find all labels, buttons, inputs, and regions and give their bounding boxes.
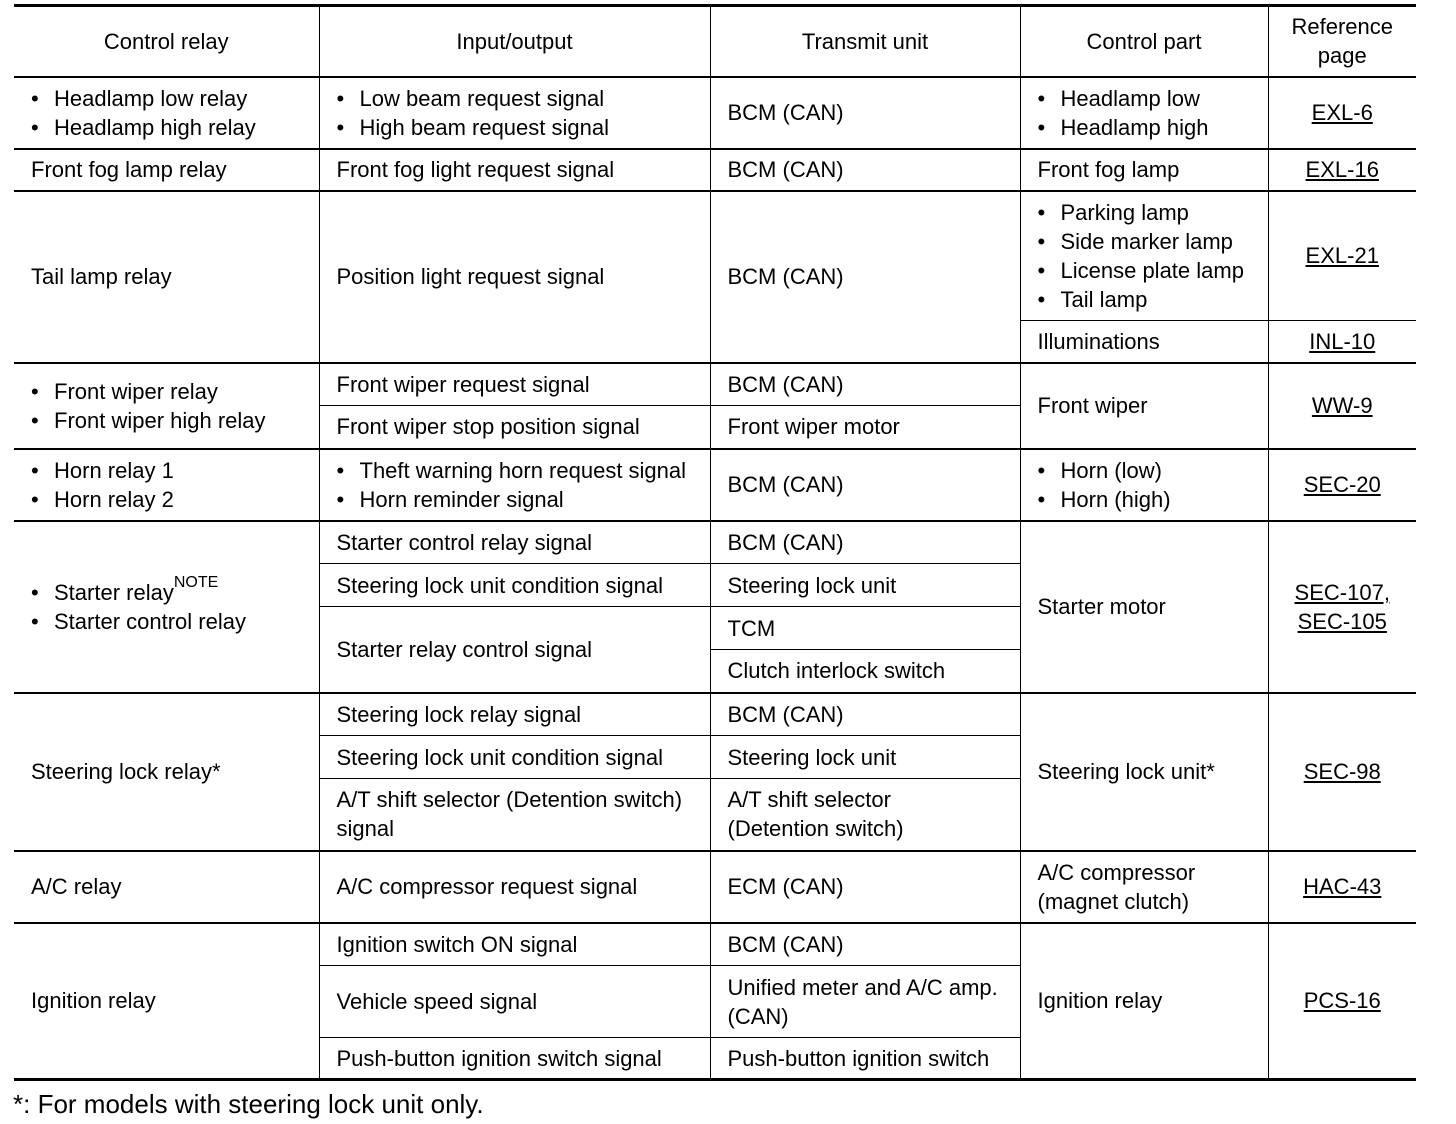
cell-control-relay — [14, 363, 319, 449]
cell-control-relay: Tail lamp relay — [14, 191, 319, 363]
cell-input-output: Position light request signal — [319, 191, 710, 363]
reference-link[interactable]: PCS-16 — [1303, 988, 1381, 1014]
cell-reference — [1268, 923, 1416, 1080]
cell-control-part: Ignition relay — [1020, 923, 1268, 1080]
cell-reference — [1268, 851, 1416, 923]
cell-control-part: Front wiper — [1020, 363, 1268, 449]
cell-control-part: A/C compressor (magnet clutch) — [1020, 851, 1268, 923]
cell-control-part: Front fog lamp — [1020, 149, 1268, 191]
cell-control-relay: A/C relay — [14, 851, 319, 923]
reference-link[interactable]: EXL-6 — [1311, 100, 1373, 125]
control-relay-table — [14, 4, 1416, 1081]
cell-transmit-unit: BCM (CAN) — [710, 363, 1020, 406]
cell-input-output: Steering lock unit condition signal — [319, 736, 710, 779]
list-item: • Side marker lamp — [1038, 227, 1268, 256]
list-item: • Horn relay 1 — [31, 456, 319, 485]
cell-reference — [1268, 321, 1416, 363]
cell-control-part: Steering lock unit* — [1020, 693, 1268, 851]
cell-transmit-unit: Unified meter and A/C amp. (CAN) — [710, 966, 1020, 1038]
table-row-tail — [14, 191, 1416, 321]
reference-link[interactable]: EXL-21 — [1305, 243, 1379, 269]
note-superscript: NOTE — [173, 573, 219, 591]
reference-link[interactable]: WW-9 — [1311, 393, 1373, 418]
list-item: • Headlamp low relay — [31, 84, 319, 113]
cell-reference — [1268, 149, 1416, 191]
cell-control-relay: Front fog lamp relay — [14, 149, 319, 191]
cell-input-output: Push-button ignition switch signal — [319, 1038, 710, 1080]
reference-link[interactable]: SEC-107, — [1294, 579, 1390, 605]
header-transmit-unit: Transmit unit — [710, 6, 1020, 77]
reference-link[interactable]: INL-10 — [1309, 328, 1376, 354]
list-item: • Parking lamp — [1038, 198, 1268, 227]
reference-link[interactable]: SEC-105 — [1297, 608, 1387, 634]
cell-input-output: Steering lock unit condition signal — [319, 564, 710, 607]
list-item: • License plate lamp — [1038, 256, 1268, 285]
table-row-steering — [14, 693, 1416, 736]
cell-input-output: Steering lock relay signal — [319, 693, 710, 736]
table-row-fog — [14, 149, 1416, 191]
list-item: • Headlamp low — [1038, 84, 1268, 113]
cell-transmit-unit: Push-button ignition switch — [710, 1038, 1020, 1080]
table-row-wiper — [14, 363, 1416, 406]
cell-input-output — [319, 77, 710, 149]
footnote: *: For models with steering lock unit only. — [13, 1089, 484, 1119]
cell-transmit-unit: BCM (CAN) — [710, 693, 1020, 736]
cell-control-relay — [14, 449, 319, 521]
list-item: • Tail lamp — [1038, 285, 1268, 314]
header-row — [14, 6, 1416, 77]
reference-link[interactable]: SEC-20 — [1303, 472, 1381, 497]
cell-input-output: Front wiper request signal — [319, 363, 710, 406]
cell-reference — [1268, 521, 1416, 693]
list-item: • Theft warning horn request signal — [337, 456, 710, 485]
list-item: • Horn relay 2 — [31, 485, 319, 514]
cell-reference — [1268, 191, 1416, 321]
list-item: • High beam request signal — [337, 113, 710, 142]
cell-transmit-unit: BCM (CAN) — [710, 923, 1020, 966]
cell-input-output: Starter relay control signal — [319, 607, 710, 693]
list-item: • Front wiper relay — [31, 377, 319, 406]
reference-link[interactable]: EXL-16 — [1305, 157, 1379, 182]
cell-input-output — [319, 449, 710, 521]
list-item: • Horn reminder signal — [337, 485, 710, 514]
list-item: • Front wiper high relay — [31, 406, 319, 435]
table-row-headlamp — [14, 77, 1416, 149]
list-item: • Horn (low) — [1038, 456, 1268, 485]
list-item: • Headlamp high — [1038, 113, 1268, 142]
list-item: • Starter control relay — [31, 607, 319, 636]
cell-transmit-unit: ECM (CAN) — [710, 851, 1020, 923]
cell-control-part — [1020, 191, 1268, 321]
cell-input-output: Starter control relay signal — [319, 521, 710, 564]
header-reference-page: Reference page — [1268, 6, 1416, 77]
cell-control-relay: Ignition relay — [14, 923, 319, 1080]
cell-reference — [1268, 693, 1416, 851]
cell-input-output: Vehicle speed signal — [319, 966, 710, 1038]
cell-input-output: Ignition switch ON signal — [319, 923, 710, 966]
cell-transmit-unit: BCM (CAN) — [710, 149, 1020, 191]
cell-input-output: A/T shift selector (Detention switch) signal — [319, 779, 710, 851]
cell-control-relay — [14, 77, 319, 149]
cell-transmit-unit: BCM (CAN) — [710, 77, 1020, 149]
list-item: • Headlamp high relay — [31, 113, 319, 142]
header-control-part: Control part — [1020, 6, 1268, 77]
table-row-horn — [14, 449, 1416, 521]
list-item: • Starter relay$^{NOTE}$ — [31, 578, 319, 607]
cell-control-part — [1020, 449, 1268, 521]
cell-transmit-unit: BCM (CAN) — [710, 191, 1020, 363]
header-input-output: Input/output — [319, 6, 710, 77]
cell-input-output: Front wiper stop position signal — [319, 406, 710, 449]
cell-transmit-unit: BCM (CAN) — [710, 521, 1020, 564]
cell-control-relay — [14, 521, 319, 693]
reference-link[interactable]: HAC-43 — [1303, 874, 1382, 899]
list-item: • Low beam request signal — [337, 84, 710, 113]
table-row-ac — [14, 851, 1416, 923]
cell-control-relay: Steering lock relay* — [14, 693, 319, 851]
cell-transmit-unit: Steering lock unit — [710, 564, 1020, 607]
reference-link[interactable]: SEC-98 — [1303, 759, 1381, 784]
cell-input-output: Front fog light request signal — [319, 149, 710, 191]
cell-transmit-unit: TCM — [710, 607, 1020, 650]
header-control-relay: Control relay — [14, 6, 319, 77]
cell-reference — [1268, 363, 1416, 449]
cell-input-output: A/C compressor request signal — [319, 851, 710, 923]
cell-control-part: Illuminations — [1020, 321, 1268, 363]
cell-reference — [1268, 77, 1416, 149]
table-row-ignition — [14, 923, 1416, 966]
cell-transmit-unit: BCM (CAN) — [710, 449, 1020, 521]
cell-transmit-unit: Steering lock unit — [710, 736, 1020, 779]
cell-reference — [1268, 449, 1416, 521]
cell-transmit-unit: Clutch interlock switch — [710, 650, 1020, 693]
list-item: • Horn (high) — [1038, 485, 1268, 514]
cell-transmit-unit: Front wiper motor — [710, 406, 1020, 449]
cell-transmit-unit: A/T shift selector (Detention switch) — [710, 779, 1020, 851]
cell-control-part: Starter motor — [1020, 521, 1268, 693]
cell-control-part — [1020, 77, 1268, 149]
table-row-starter — [14, 521, 1416, 564]
